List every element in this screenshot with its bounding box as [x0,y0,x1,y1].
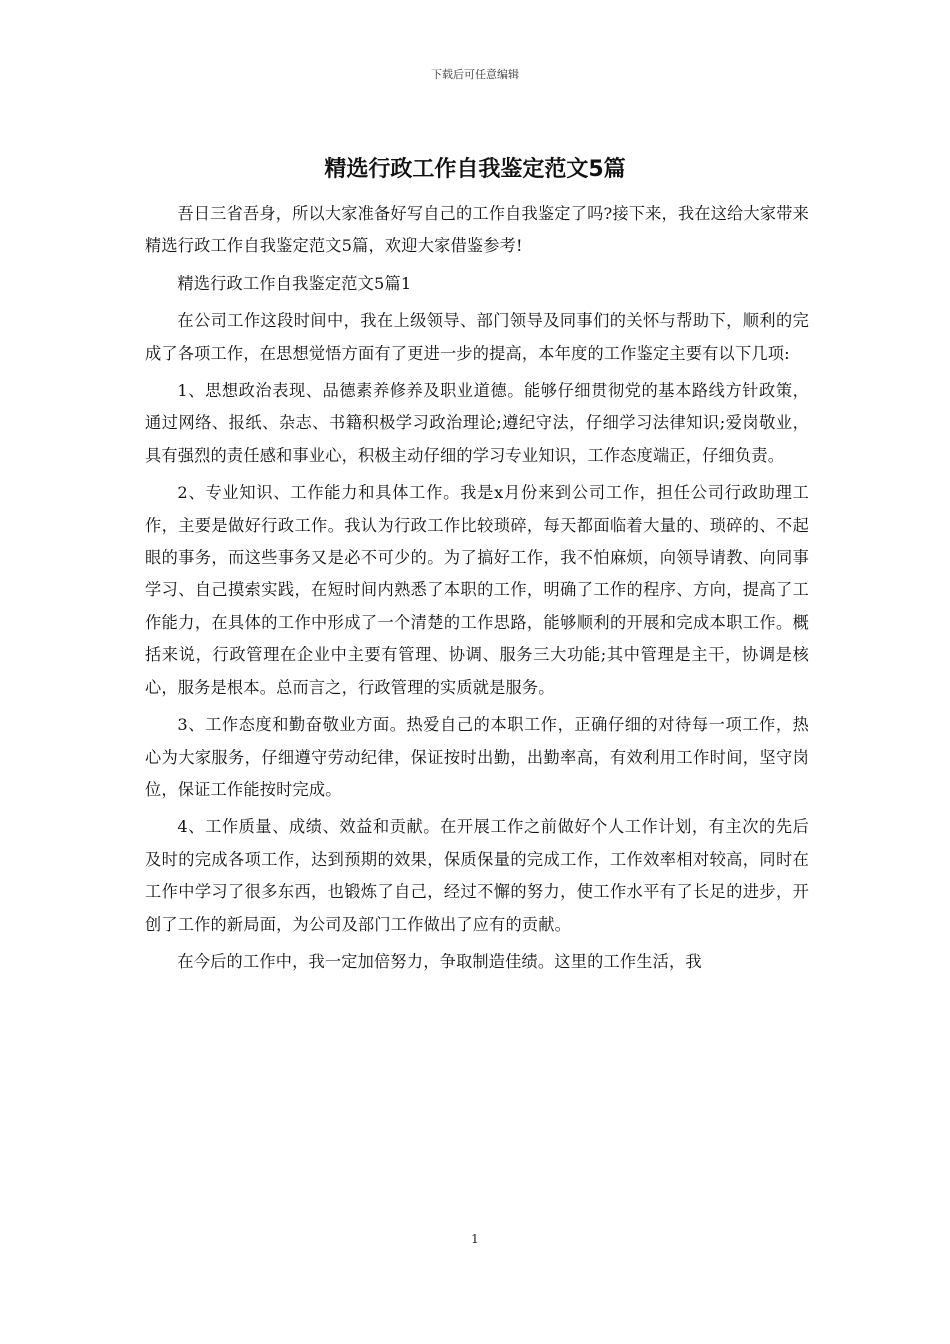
paragraph-item-2: 2、专业知识、工作能力和具体工作。我是x月份来到公司工作，担任公司行政助理工作，主要是做好行政工作。我认为行政工作比较琐碎，每天都面临着大量的、琐碎的、不起眼的事务，而这些事务又是必不可少的。为了搞好工作，我不怕麻烦，向领导请教、向同事学习、自己摸索实践，在短时间内熟悉了本职的工作，明确了工作的程序、方向，提高了工作能力，在具体的工作中形成了一个清楚的工作思路，能够顺利的开展和完成本职工作。概括来说，行政管理在企业中主要有管理、协调、服务三大功能;其中管理是主干，协调是核心，服务是根本。总而言之，行政管理的实质就是服务。 [145,483,809,697]
document-title: 精选行政工作自我鉴定范文5篇 [324,157,626,182]
paragraph-overview: 在公司工作这段时间中，我在上级领导、部门领导及同事们的关怀与帮助下，顺利的完成了各项工作，在思想觉悟方面有了更进一步的提高，本年度的工作鉴定主要有以下几项: [145,311,809,363]
paragraph-intro: 吾日三省吾身，所以大家准备好写自己的工作自我鉴定了吗?接下来，我在这给大家带来精选行政工作自我鉴定范文5篇，欢迎大家借鉴参考! [145,204,809,256]
paragraph-section-heading: 精选行政工作自我鉴定范文5篇1 [177,273,412,293]
page-number: 1 [471,1232,479,1246]
header-note: 下载后可任意编辑 [431,68,519,81]
paragraph-item-1: 1、思想政治表现、品德素养修养及职业道德。能够仔细贯彻党的基本路线方针政策，通过网络、报纸、杂志、书籍积极学习政治理论;遵纪守法，仔细学习法律知识;爱岗敬业，具有强烈的责任感和事业心，积极主动仔细的学习专业知识，工作态度端正，仔细负责。 [145,381,809,465]
paragraph-item-4: 4、工作质量、成绩、效益和贡献。在开展工作之前做好个人工作计划，有主次的先后及时的完成各项工作，达到预期的效果，保质保量的完成工作，工作效率相对较高，同时在工作中学习了很多东西，也锻炼了自己，经过不懈的努力，使工作水平有了长足的进步，开创了工作的新局面，为公司及部门工作做出了应有的贡献。 [145,817,809,934]
document-body [145,198,809,978]
paragraph-item-3: 3、工作态度和勤奋敬业方面。热爱自己的本职工作，正确仔细的对待每一项工作，热心为大家服务，仔细遵守劳动纪律，保证按时出勤，出勤率高，有效利用工作时间，坚守岗位，保证工作能按时完成。 [145,715,809,799]
paragraph-closing: 在今后的工作中，我一定加倍努力，争取制造佳绩。这里的工作生活，我 [177,951,702,971]
